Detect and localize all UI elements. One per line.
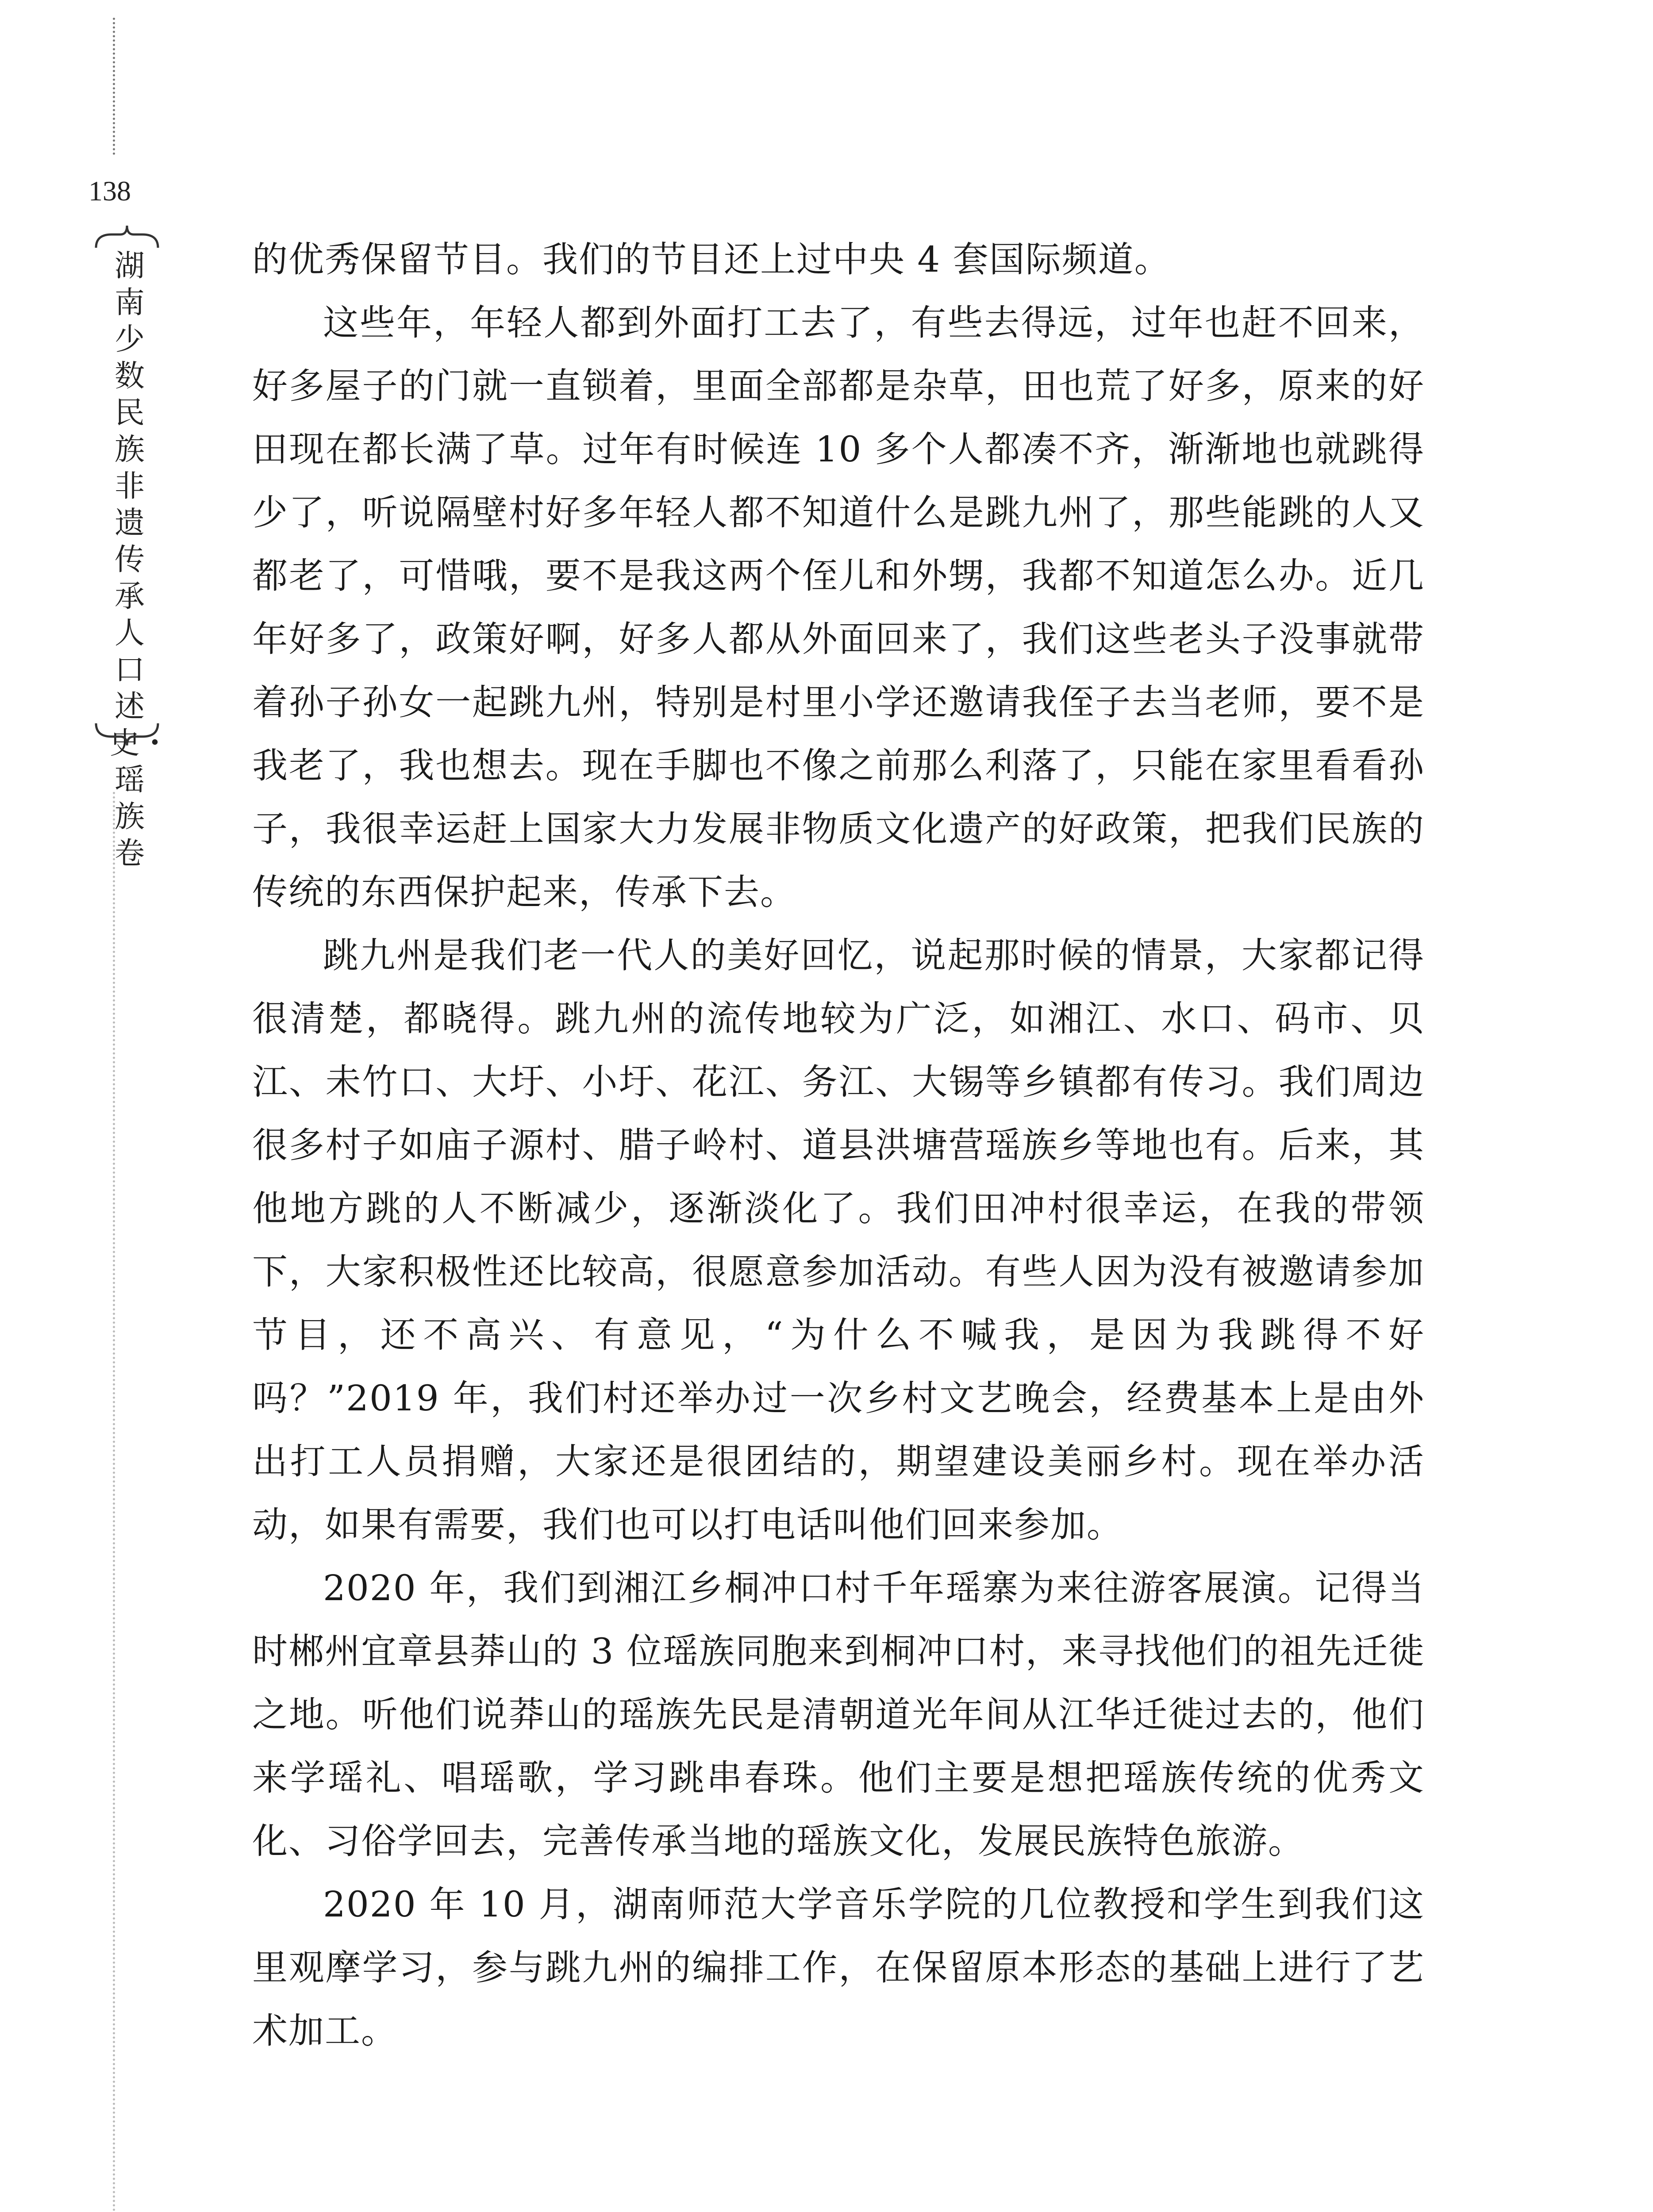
paragraph-1: 的优秀保留节目。我们的节目还上过中央 4 套国际频道。 [252,239,1171,280]
page-number: 138 [88,175,131,207]
side-title-bottom-bracket [94,721,160,748]
side-title-top-bracket [94,223,160,250]
margin-dotted-rule-bottom [113,792,115,2212]
side-title: 湖南少数民族非遗传承人口述史・瑶族卷 [110,249,170,871]
margin-dotted-rule-top [113,18,115,155]
paragraph-3: 跳九州是我们老一代人的美好回忆，说起那时候的情景，大家都记得很清楚，都晓得。跳九州的流传地较为广泛，如湘江、水口、码市、贝江、未竹口、大圩、小圩、花江、务江、大锡等乡镇都有传习。我们周边很多村子如庙子源村、腊子岭村、道县洪塘营瑶族乡等地也有。后来，其他地方跳的人不断减少，逐渐淡化了。我们田冲村很幸运，在我的带领下，大家积极性还比较高，很愿意参加活动。有些人因为没有被邀请参加节目，还不高兴、有意见，“为什么不喊我，是因为我跳得不好吗？”2019 年，我们村还举办过一次乡村文艺晚会，经费基本上是由外出打工人员捐赠，大家还是很团结的，期望建设美丽乡村。现在举办活动，如果有需要，我们也可以打电话叫他们回来参加。 [252,935,1425,1545]
paragraph-2: 这些年，年轻人都到外面打工去了，有些去得远，过年也赶不回来，好多屋子的门就一直锁着，里面全部都是杂草，田也荒了好多，原来的好田现在都长满了草。过年有时候连 10 多个人都凑不齐，渐渐地也就跳得少了，听说隔壁村好多年轻人都不知道什么是跳九州了，那些能跳的人又都老了，可惜哦，要不是我这两个侄儿和外甥，我都不知道怎么办。近几年好多了，政策好啊，好多人都从外面回来了，我们这些老头子没事就带着孙子孙女一起跳九州，特别是村里小学还邀请我侄子去当老师，要不是我老了，我也想去。现在手脚也不像之前那么利落了，只能在家里看看孙子，我很幸运赶上国家大力发展非物质文化遗产的好政策，把我们民族的传统的东西保护起来，传承下去。 [252,302,1425,913]
paragraph-4: 2020 年，我们到湘江乡桐冲口村千年瑶寨为来往游客展演。记得当时郴州宜章县莽山的 3 位瑶族同胞来到桐冲口村，来寻找他们的祖先迁徙之地。听他们说莽山的瑶族先民是清朝道光年间从江华迁徙过去的，他们来学瑶礼、唱瑶歌，学习跳串春珠。他们主要是想把瑶族传统的优秀文化、习俗学回去，完善传承当地的瑶族文化，发展民族特色旅游。 [252,1567,1425,1862]
body-text [252,228,1425,2062]
paragraph-5: 2020 年 10 月，湖南师范大学音乐学院的几位教授和学生到我们这里观摩学习，参与跳九州的编排工作，在保留原本形态的基础上进行了艺术加工。 [252,1884,1425,2051]
